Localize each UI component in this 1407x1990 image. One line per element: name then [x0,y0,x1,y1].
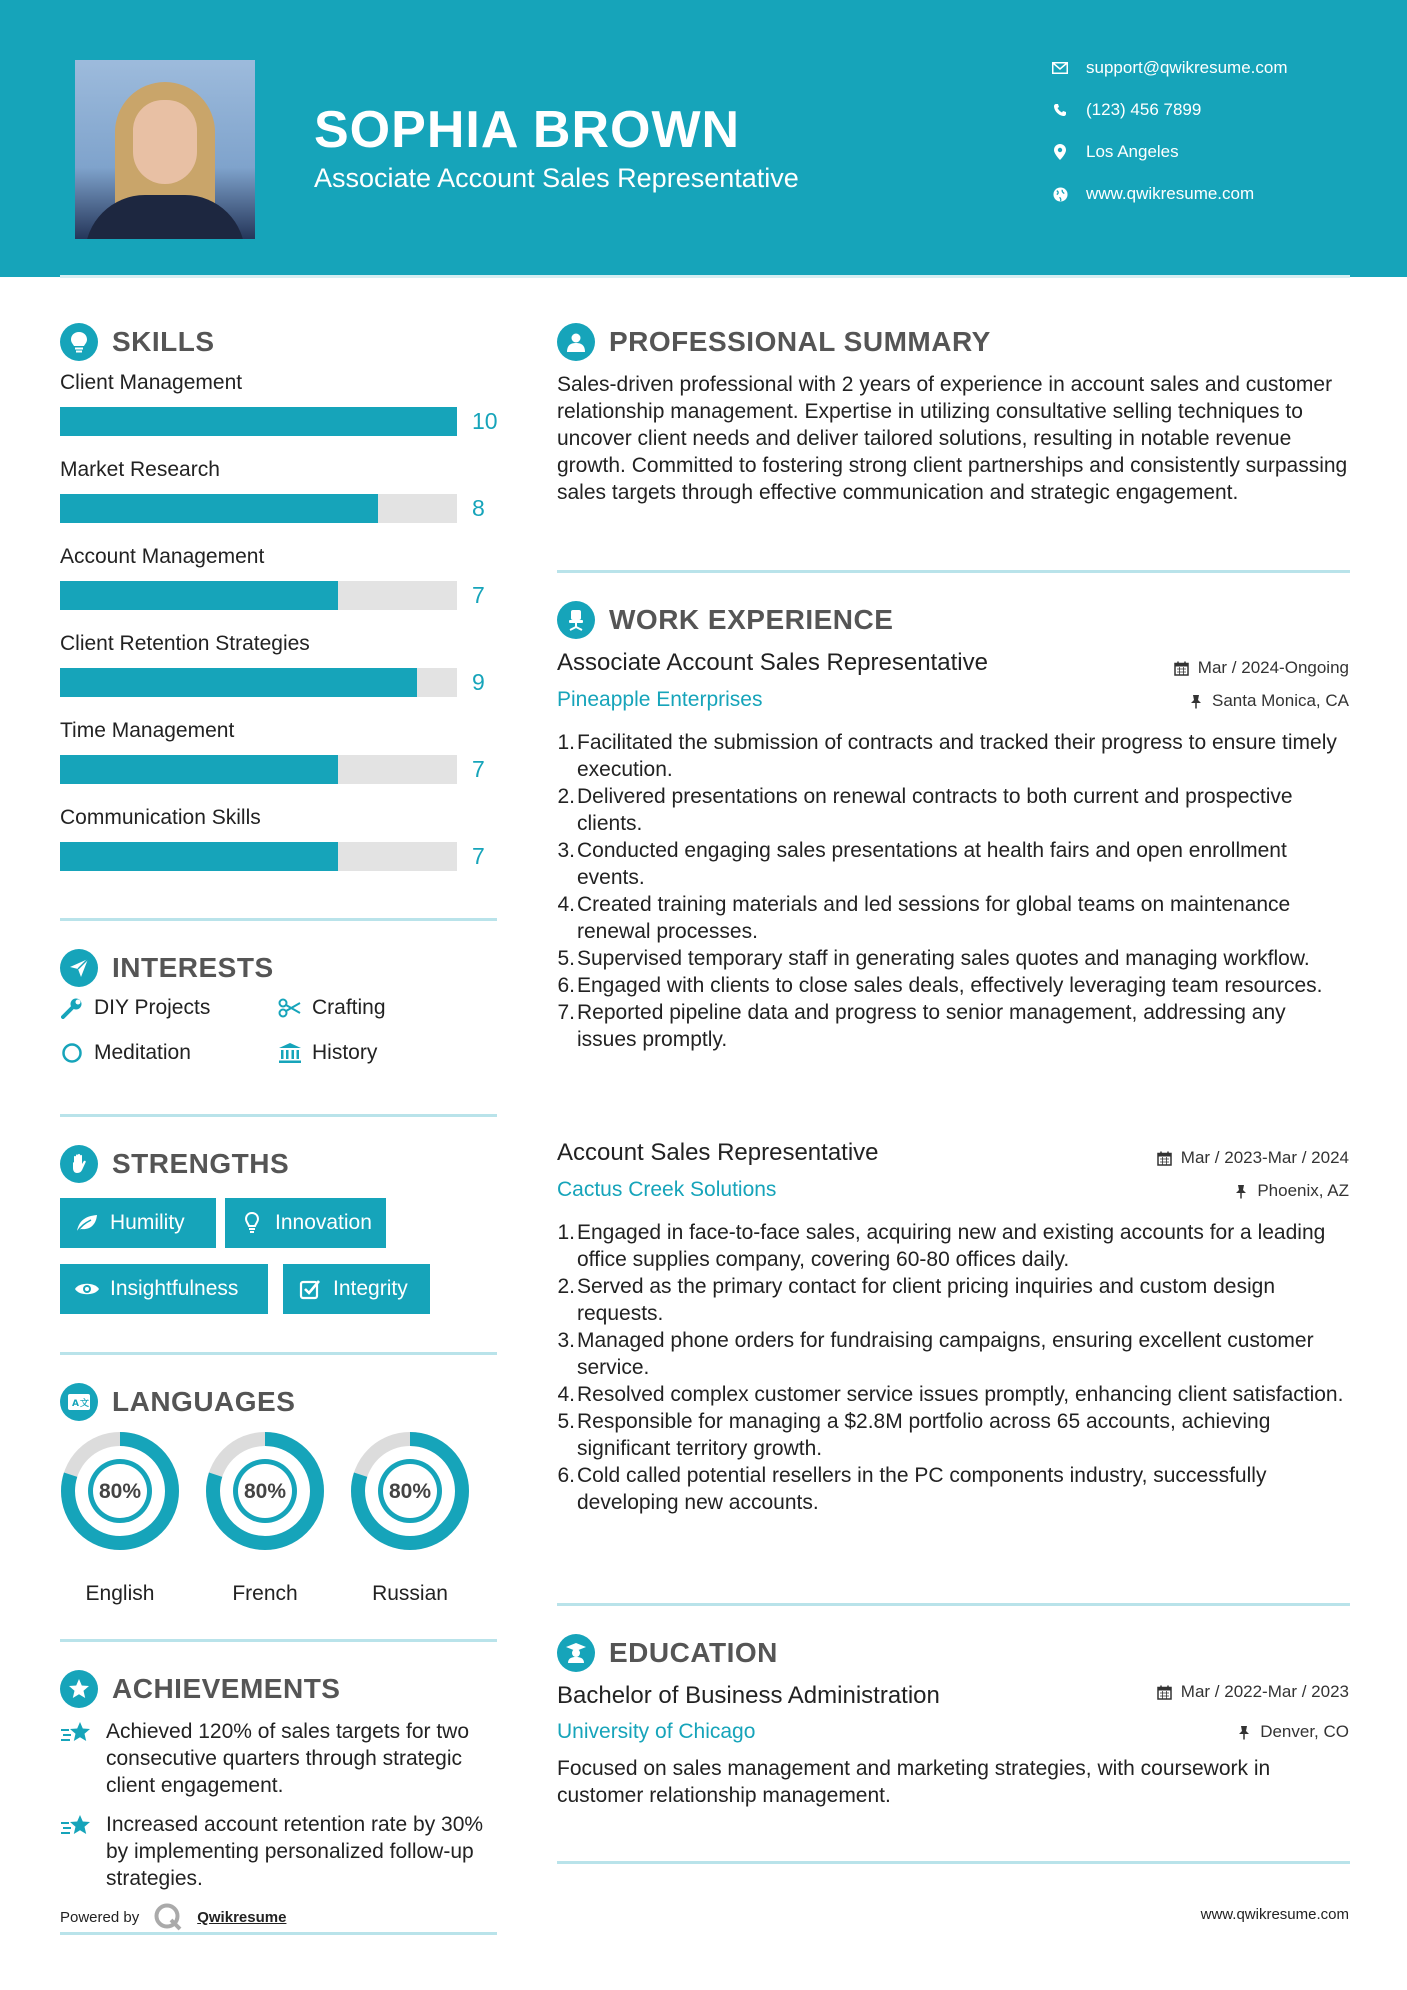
qwikresume-link[interactable]: Qwikresume [197,1908,287,1926]
skill-label: Client Retention Strategies [60,632,310,655]
languages-heading [60,1383,295,1421]
powered-by [60,1902,286,1932]
profile-photo [75,60,255,239]
header-banner [0,0,1407,277]
skills-heading [60,323,215,361]
job-2-bullets [557,1219,1350,1516]
education-dates [1157,1682,1349,1702]
shooting-star-icon [60,1811,96,1892]
language-card-icon [60,1383,98,1421]
summary-divider [557,570,1350,573]
summary-text: Sales-driven professional with 2 years of experience in account sales and customer relationship management. Expertise in utilizing consultative selling techniques to uncover client needs and deliver tailored solutions, resulting in notable revenue growth. Committed to fostering strong client partnerships and consistently surpassing sales targets through effective communication and strategic engagement. [557,373,1348,504]
skill-value: 7 [472,756,485,782]
language-name: English [85,1582,155,1605]
skill-value: 7 [472,843,485,869]
job-1-location [1188,691,1349,711]
list-item: 2. Served as the primary contact for client pricing inquiries and custom design requests. [557,1275,1276,1325]
pushpin-icon [1233,1183,1249,1199]
skill-bar-fill [60,581,338,610]
skill-bar-fill [60,755,338,784]
list-item: 1. Engaged in face-to-face sales, acquiring new and existing accounts for a leading office supplies company, covering 60-80 offices daily. [557,1221,1326,1271]
pushpin-icon [1188,693,1204,709]
interest-diy-projects [60,996,210,1020]
language-percent: 80% [243,1480,287,1503]
languages-divider [60,1639,497,1642]
skill-bar-fill [60,494,378,523]
powered-by-label: Powered by [60,1908,140,1926]
star-badge-icon [60,1670,98,1708]
job-2-location [1233,1181,1349,1201]
list-item: 2. Delivered presentations on renewal contracts to both current and prospective clients. [557,785,1293,835]
education-school: University of Chicago [557,1720,756,1743]
skill-value: 7 [472,582,485,608]
strengths-divider [60,1352,497,1355]
language-item [205,1431,325,1606]
list-item: 6. Cold called potential resellers in the PC components industry, successfully developing new accounts. [557,1464,1267,1514]
education-heading [557,1634,778,1672]
list-item: 3. Managed phone orders for fundraising campaigns, ensuring excellent customer service. [557,1329,1314,1379]
list-item: 4. Resolved complex customer service issues promptly, enhancing client satisfaction. [557,1383,1344,1406]
strengths-title: STRENGTHS [112,1148,290,1179]
footer-left-divider [60,1932,497,1935]
skill-bar-fill [60,668,417,697]
strength-humility [60,1198,216,1248]
contact-website[interactable] [1050,184,1370,204]
calendar-icon [1157,1150,1173,1166]
paper-plane-icon [60,949,98,987]
job-1-company: Pineapple Enterprises [557,688,763,711]
contact-email[interactable] [1050,58,1370,78]
check-square-icon [297,1276,323,1302]
education-location-text: Denver, CO [1260,1722,1349,1741]
job-dates-text: Mar / 2024-Ongoing [1197,658,1349,677]
job-2-company: Cactus Creek Solutions [557,1178,777,1201]
education-degree: Bachelor of Business Administration [557,1682,940,1709]
interests-title: INTERESTS [112,952,274,983]
interests-heading [60,949,274,987]
contact-phone-text: (123) 456 7899 [1086,100,1202,119]
contact-location [1050,142,1370,162]
skill-bar-track [60,494,457,523]
list-item: 4. Created training materials and led sessions for global teams on maintenance renewal processes. [557,893,1291,943]
lightbulb-outline-icon [239,1210,265,1236]
qwikresume-logo-icon [153,1902,183,1932]
interest-crafting [278,996,386,1020]
skill-bar-track [60,842,457,871]
strengths-heading [60,1145,289,1183]
achievements-title: ACHIEVEMENTS [112,1673,341,1704]
strength-insightfulness [60,1264,268,1314]
interest-label: Meditation [94,1041,191,1064]
list-item: 3. Conducted engaging sales presentations at health fairs and open enrollment events. [557,839,1287,889]
skill-value: 10 [472,408,498,434]
experience-heading [557,601,893,639]
achievements-heading [60,1670,340,1708]
skill-bar-track [60,668,457,697]
raised-hand-icon [60,1145,98,1183]
language-item [60,1431,180,1606]
job-1-dates [1174,658,1349,678]
language-percent: 80% [388,1480,432,1503]
museum-icon [278,1041,302,1065]
skill-bar-track [60,407,457,436]
achievement-text: Increased account retention rate by 30% by implementing personalized follow-up strategies. [106,1813,484,1890]
envelope-icon [1050,58,1070,78]
interest-label: DIY Projects [94,996,211,1019]
calendar-icon [1157,1684,1173,1700]
job-1-title: Associate Account Sales Representative [557,649,988,676]
strength-label: Integrity [333,1277,408,1300]
office-chair-icon [557,601,595,639]
experience-divider [557,1603,1350,1606]
language-progress-ring [350,1431,470,1551]
language-progress-ring [205,1431,325,1551]
globe-icon [1050,184,1070,204]
skill-label: Client Management [60,371,243,394]
skill-label: Account Management [60,545,265,568]
skill-bar-track [60,755,457,784]
summary-heading [557,323,991,361]
leaf-icon [74,1210,100,1236]
contact-email-text: support@qwikresume.com [1086,58,1288,77]
experience-title: WORK EXPERIENCE [609,604,894,635]
strength-label: Insightfulness [110,1277,239,1300]
education-description: Focused on sales management and marketing strategies, with coursework in customer relationship management. [557,1757,1271,1807]
summary-title: PROFESSIONAL SUMMARY [609,326,991,357]
skills-divider [60,918,497,921]
job-1-bullets [557,729,1350,1053]
education-divider [557,1861,1350,1864]
skill-bar-fill [60,407,457,436]
interest-meditation [60,1041,191,1065]
graduate-icon [557,1634,595,1672]
language-percent: 80% [98,1480,142,1503]
svg-text:文: 文 [80,1399,90,1409]
achievement-item [60,1718,490,1799]
eye-icon [74,1276,100,1302]
interest-label: History [312,1041,378,1064]
job-dates-text: Mar / 2023-Mar / 2024 [1180,1148,1349,1167]
calendar-icon [1174,660,1190,676]
contact-location-text: Los Angeles [1086,142,1179,161]
skill-label: Time Management [60,719,235,742]
circle-icon [60,1041,84,1065]
shooting-star-icon [60,1718,96,1799]
job-2-dates [1157,1148,1349,1168]
job-2-title: Account Sales Representative [557,1139,879,1166]
achievement-item [60,1811,490,1892]
language-progress-ring [60,1431,180,1551]
language-name: French [232,1582,298,1605]
skill-label: Communication Skills [60,806,261,829]
education-title: EDUCATION [609,1637,778,1668]
education-dates-text: Mar / 2022-Mar / 2023 [1180,1682,1349,1701]
pushpin-icon [1236,1724,1252,1740]
scissors-icon [278,996,302,1020]
skill-value: 8 [472,495,485,521]
strength-innovation [225,1198,386,1248]
job-location-text: Santa Monica, CA [1211,691,1349,710]
interests-divider [60,1114,497,1117]
interest-label: Crafting [312,996,386,1019]
strength-label: Humility [110,1211,185,1234]
skill-label: Market Research [60,458,220,481]
skill-bar-track [60,581,457,610]
list-item: 1. Facilitated the submission of contracts and tracked their progress to ensure timely execution. [557,731,1337,781]
list-item: 7. Reported pipeline data and progress to senior management, addressing any issues promptly. [557,1001,1286,1051]
phone-icon [1050,100,1070,120]
skills-title: SKILLS [112,326,215,357]
language-name: Russian [372,1582,448,1605]
languages-title: LANGUAGES [112,1386,296,1417]
list-item: 5. Supervised temporary staff in generating sales quotes and managing workflow. [557,947,1310,970]
header-divider [60,275,1350,278]
contact-website-text: www.qwikresume.com [1086,184,1255,203]
job-location-text: Phoenix, AZ [1257,1181,1349,1200]
candidate-name: SOPHIA BROWN [314,101,741,159]
language-item [350,1431,470,1606]
contact-phone[interactable] [1050,100,1370,120]
list-item: 6. Engaged with clients to close sales deals, effectively leveraging team resources. [557,974,1323,997]
interest-history [278,1041,377,1065]
location-pin-icon [1050,142,1070,162]
skill-value: 9 [472,669,485,695]
skill-bar-fill [60,842,338,871]
user-icon [557,323,595,361]
strength-label: Innovation [275,1211,372,1234]
education-location [1236,1722,1349,1742]
wrench-icon [60,996,84,1020]
achievement-text: Achieved 120% of sales targets for two consecutive quarters through strategic client engagement. [106,1720,470,1797]
lightbulb-icon [60,323,98,361]
strength-integrity [283,1264,430,1314]
candidate-title: Associate Account Sales Representative [314,163,799,193]
list-item: 5. Responsible for managing a $2.8M portfolio across 65 accounts, achieving significant territory growth. [557,1410,1271,1460]
svg-text:A: A [72,1399,79,1409]
footer-website[interactable]: www.qwikresume.com [1200,1906,1349,1923]
